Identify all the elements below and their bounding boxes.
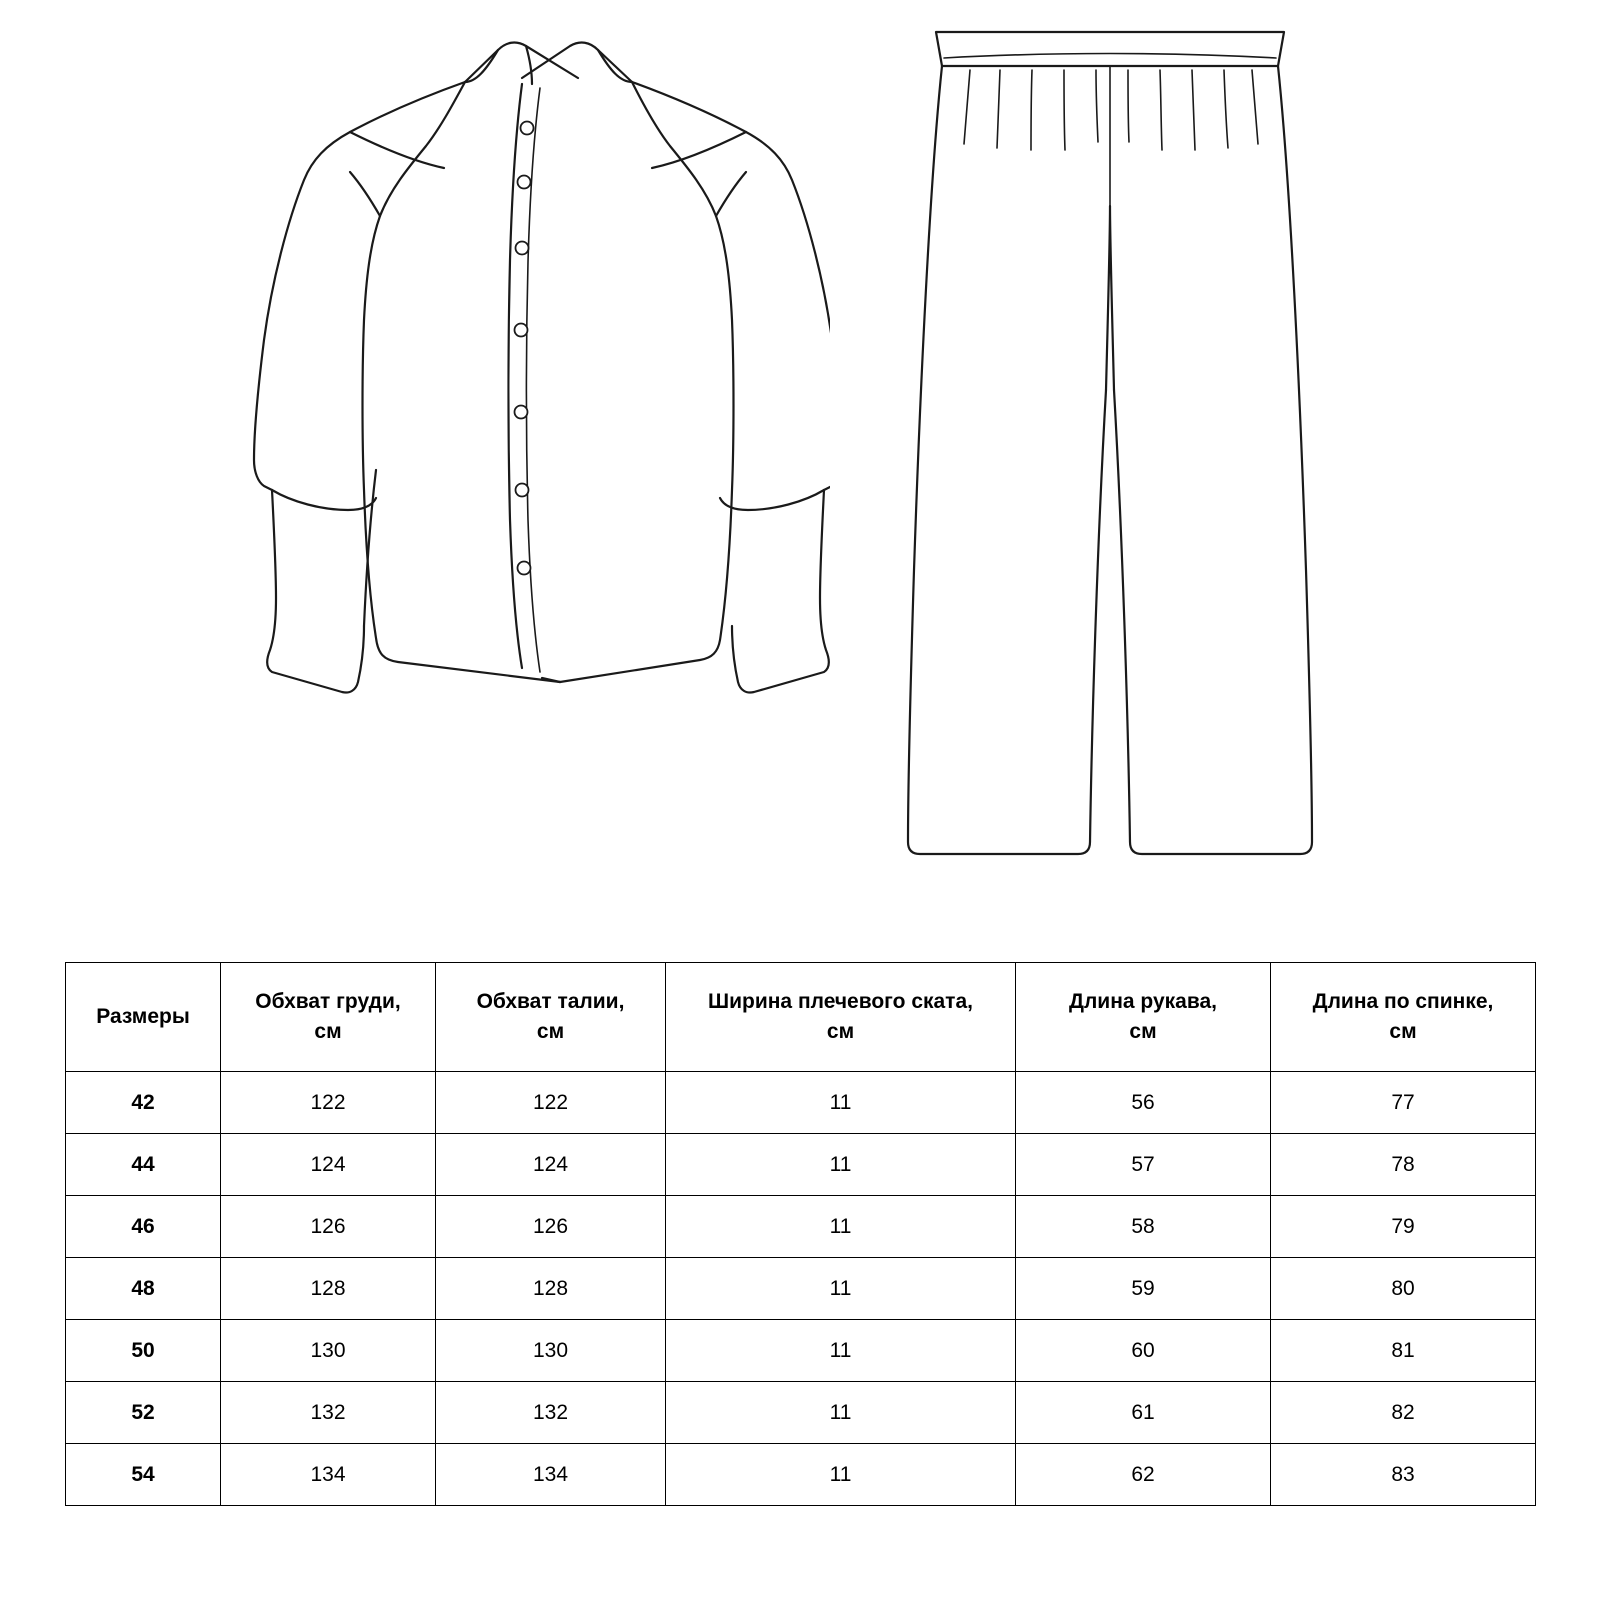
- column-header-line-1: Ширина плечевого ската,: [708, 989, 973, 1013]
- column-header-back-length: [1271, 963, 1536, 1072]
- cell-size: 46: [66, 1196, 221, 1258]
- column-header-line-2: см: [536, 1020, 565, 1043]
- column-header-waist: [436, 963, 666, 1072]
- cell-waist: 122: [436, 1072, 666, 1134]
- shirt-illustration: [230, 20, 830, 720]
- column-header-line-1: Обхват груди,: [255, 989, 401, 1013]
- table-row: [66, 1382, 1536, 1444]
- column-header-line-1: Обхват талии,: [476, 989, 625, 1013]
- cell-back-length: 83: [1271, 1444, 1536, 1506]
- size-table: [65, 962, 1536, 1506]
- cell-chest: 130: [221, 1320, 436, 1382]
- cell-shoulder-width: 11: [666, 1444, 1016, 1506]
- cell-back-length: 81: [1271, 1320, 1536, 1382]
- table-row: [66, 1196, 1536, 1258]
- column-header-line-1: Длина по спинке,: [1312, 989, 1494, 1013]
- cell-shoulder-width: 11: [666, 1072, 1016, 1134]
- table-row: [66, 1072, 1536, 1134]
- cell-back-length: 80: [1271, 1258, 1536, 1320]
- cell-waist: 126: [436, 1196, 666, 1258]
- cell-chest: 134: [221, 1444, 436, 1506]
- column-header-sleeve-length: [1016, 963, 1271, 1072]
- cell-waist: 134: [436, 1444, 666, 1506]
- cell-chest: 122: [221, 1072, 436, 1134]
- table-body: [66, 1072, 1536, 1506]
- cell-size: 52: [66, 1382, 221, 1444]
- cell-shoulder-width: 11: [666, 1134, 1016, 1196]
- cell-sleeve-length: 59: [1016, 1258, 1271, 1320]
- cell-size: 48: [66, 1258, 221, 1320]
- column-header-line-1: Длина рукава,: [1069, 989, 1217, 1013]
- cell-back-length: 79: [1271, 1196, 1536, 1258]
- cell-chest: 128: [221, 1258, 436, 1320]
- cell-back-length: 77: [1271, 1072, 1536, 1134]
- table-row: [66, 1320, 1536, 1382]
- cell-waist: 128: [436, 1258, 666, 1320]
- column-header-line-1: Размеры: [96, 1004, 190, 1028]
- cell-size: 54: [66, 1444, 221, 1506]
- pants-illustration: [900, 10, 1320, 890]
- cell-sleeve-length: 58: [1016, 1196, 1271, 1258]
- column-header-line-2: см: [826, 1020, 855, 1043]
- cell-size: 44: [66, 1134, 221, 1196]
- table-row: [66, 1258, 1536, 1320]
- cell-waist: 130: [436, 1320, 666, 1382]
- cell-chest: 126: [221, 1196, 436, 1258]
- cell-chest: 132: [221, 1382, 436, 1444]
- cell-sleeve-length: 56: [1016, 1072, 1271, 1134]
- shirt-svg: [230, 20, 830, 720]
- column-header-line-2: см: [1389, 1020, 1417, 1043]
- cell-waist: 132: [436, 1382, 666, 1444]
- cell-shoulder-width: 11: [666, 1258, 1016, 1320]
- cell-sleeve-length: 61: [1016, 1382, 1271, 1444]
- cell-shoulder-width: 11: [666, 1196, 1016, 1258]
- table-row: [66, 1134, 1536, 1196]
- table-header-row: [66, 963, 1536, 1072]
- column-header-chest: [221, 963, 436, 1072]
- cell-waist: 124: [436, 1134, 666, 1196]
- cell-chest: 124: [221, 1134, 436, 1196]
- cell-sleeve-length: 57: [1016, 1134, 1271, 1196]
- column-header-line-2: см: [1129, 1020, 1157, 1043]
- cell-back-length: 78: [1271, 1134, 1536, 1196]
- column-header-line-2: см: [314, 1020, 342, 1043]
- cell-size: 50: [66, 1320, 221, 1382]
- size-chart-container: [65, 962, 1535, 1506]
- table-row: [66, 1444, 1536, 1506]
- cell-shoulder-width: 11: [666, 1320, 1016, 1382]
- cell-sleeve-length: 62: [1016, 1444, 1271, 1506]
- cell-shoulder-width: 11: [666, 1382, 1016, 1444]
- cell-back-length: 82: [1271, 1382, 1536, 1444]
- column-header-shoulder-width: [666, 963, 1016, 1072]
- cell-sleeve-length: 60: [1016, 1320, 1271, 1382]
- pants-svg: [900, 10, 1320, 890]
- column-header-size: [66, 963, 221, 1072]
- cell-size: 42: [66, 1072, 221, 1134]
